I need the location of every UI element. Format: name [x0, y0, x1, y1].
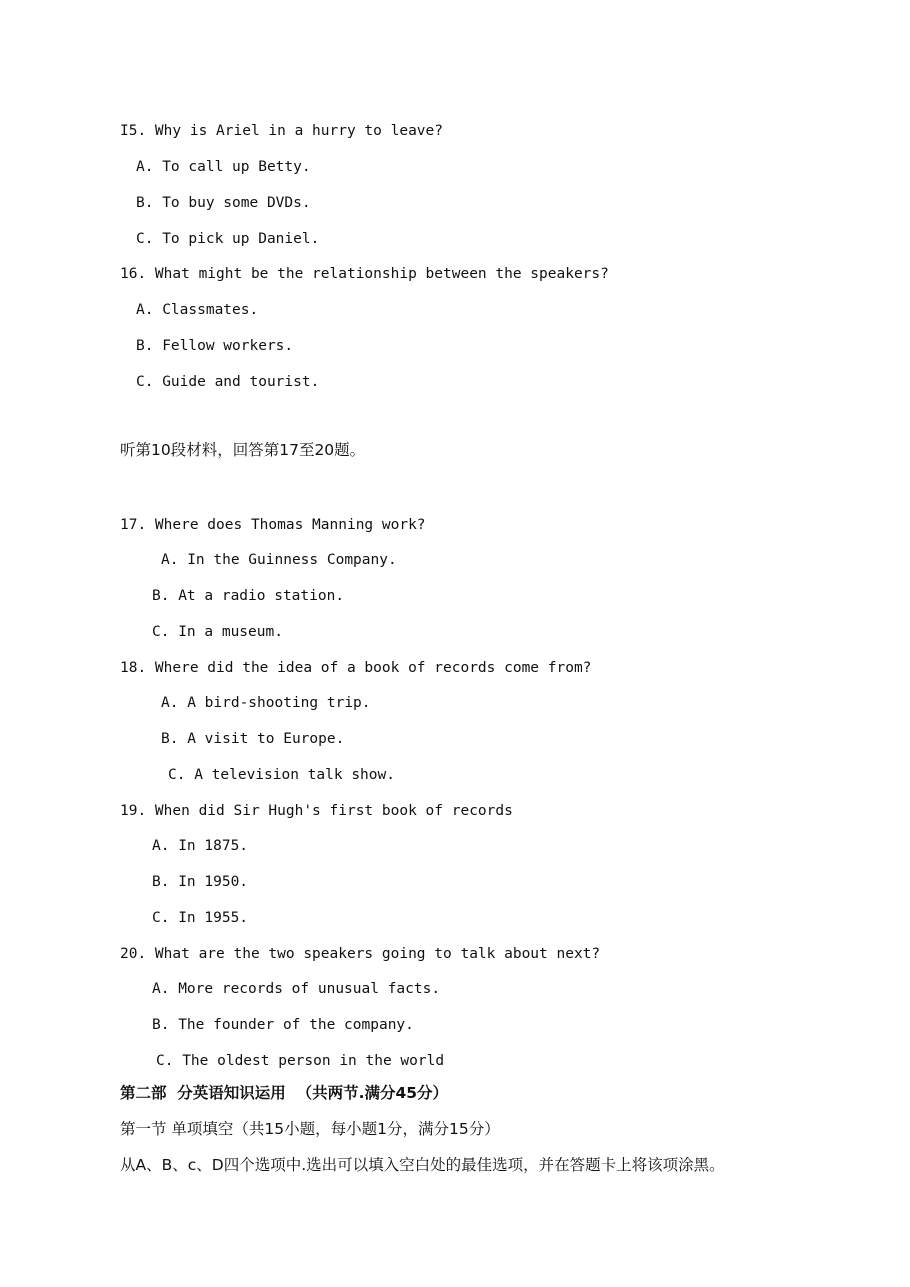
q16-option-a: A. Classmates. [136, 302, 259, 318]
instruction-passage-10: 听第10段材料，回答第17至20题。 [120, 441, 366, 459]
q19-question: 19. When did Sir Hugh's first book of records [120, 803, 513, 819]
q18-option-b: B. A visit to Europe. [161, 731, 345, 747]
part2-instruction: 从A、B、c、D四个选项中.选出可以填入空白处的最佳选项，并在答题卡上将该项涂黑。 [120, 1156, 725, 1174]
q16-option-b: B. Fellow workers. [136, 338, 294, 354]
q18-option-c: C. A television talk show. [168, 767, 395, 783]
q16-question: 16. What might be the relationship between the speakers? [120, 266, 609, 282]
q20-option-c: C. The oldest person in the world [156, 1053, 445, 1069]
q20-option-a: A. More records of unusual facts. [152, 981, 441, 997]
q17-option-b: B. At a radio station. [152, 588, 345, 604]
q15-option-b: B. To buy some DVDs. [136, 195, 311, 211]
q18-option-a: A. A bird-shooting trip. [161, 695, 371, 711]
q17-option-a: A. In the Guinness Company. [161, 552, 397, 568]
q20-question: 20. What are the two speakers going to talk about next? [120, 946, 601, 962]
q15-option-c: C. To pick up Daniel. [136, 231, 320, 247]
q18-question: 18. Where did the idea of a book of records come from? [120, 660, 592, 676]
q19-option-c: C. In 1955. [152, 910, 249, 926]
q15-question: I5. Why is Ariel in a hurry to leave? [120, 123, 444, 139]
q15-option-a: A. To call up Betty. [136, 159, 311, 175]
q20-option-b: B. The founder of the company. [152, 1017, 414, 1033]
q17-question: 17. Where does Thomas Manning work? [120, 517, 426, 533]
part2-heading: 第二部 分英语知识运用 （共两节.满分45分） [120, 1084, 449, 1102]
part2-section1-title: 第一节 单项填空（共15小题，每小题1分，满分15分） [120, 1120, 500, 1138]
q17-option-c: C. In a museum. [152, 624, 283, 640]
q19-option-a: A. In 1875. [152, 838, 249, 854]
q16-option-c: C. Guide and tourist. [136, 374, 320, 390]
q19-option-b: B. In 1950. [152, 874, 249, 890]
